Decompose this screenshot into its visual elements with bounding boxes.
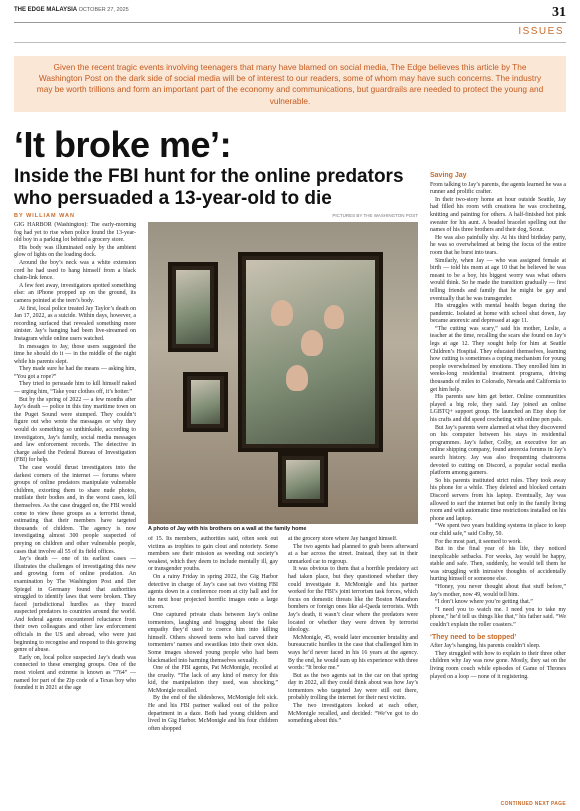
paragraph: On a rainy Friday in spring 2022, the Gig Harbor detective in charge of Jay’s case sat two visiting FBI agents down in a conference room at city hall and for the next hour projected horrific images onto a large screen.	[148, 573, 278, 611]
paragraph: The two agents had planned to grab beers afterward at a bar across the street. Instead, they sat in their unmarked car to regroup.	[288, 543, 418, 565]
byline-author: BY WILLIAM WAN	[14, 213, 75, 219]
paragraph: But Jay’s parents were alarmed at what they discovered on his computer between his stays in residential programmes. Jay’s father, Colby, an executive for an online shipping company, found anorexia forums in Jay’s search history. Jay was also frequenting chatrooms devoted to cutting on Discord, a popular social media platform among gamers.	[430, 424, 566, 477]
paragraph: After Jay’s hanging, his parents couldn’t sleep.	[430, 643, 541, 650]
paragraph: They made sure he had the means — asking him, “You got a rope?”	[14, 366, 136, 380]
section-divider	[14, 42, 566, 43]
paragraph: “We spent two years building systems in place to keep our child safe,” said Colby, 50.	[430, 523, 566, 537]
paragraph: McMonigle, 45, would later encounter brutality and bureaucratic hurdles in the case that challenged him in ways he’d never faced in his 16 years at the agency. By the end, he would sum up his experience with three words: “It broke me.”	[288, 634, 418, 672]
page-number: 31	[552, 5, 566, 20]
article-column-4	[430, 171, 566, 798]
paragraph: Similarly, when Jay — who was assigned female at birth — told his mom at age 10 that he believed he was meant to be a boy, his biggest worry was what others would think. So he made the transition gradually — first telling friends and family that he might be gay and eventually that he was transgender.	[430, 257, 566, 302]
continued-label: CONTINUED NEXT PAGE	[500, 801, 566, 807]
article-column-1	[14, 222, 136, 800]
section-label: ISSUES	[518, 26, 564, 37]
article-photo	[148, 222, 418, 524]
paragraph: at the grocery store where Jay hanged himself.	[288, 536, 398, 542]
byline	[14, 213, 75, 219]
subheading-stopped: ‘They need to be stopped’	[430, 633, 517, 641]
paragraph: At first, local police treated Jay Taylor’s death on Jan 17, 2022, as a suicide. Within days, however, a recording surfaced that revealed something more sinister. Jay’s hanging had been live-streamed on Instagram while online users watched.	[14, 305, 136, 342]
photo-frame-small	[183, 372, 228, 432]
photo-credit: PICTURES BY THE WASHINGTON POST	[332, 213, 418, 218]
masthead	[14, 7, 566, 21]
paragraph: One captured private chats between Jay’s online tormentors, laughing and bragging about the fake empathy they’d used to coerce him into killing himself. Others showed teens who had carved their tormenters’ names and swastikas into their own skin. Some images showed young people who had been blackmailed into harming themselves sexually.	[148, 611, 278, 664]
paragraph: “I need you to watch me. I need you to take my phone,” he’d tell us things like that,” his father said. “We couldn’t explain the roller coasters.”	[430, 606, 566, 629]
top-divider	[14, 22, 566, 23]
paragraph: In messages to Jay, those users suggested the time he should do it — in the middle of the night while his parents slept.	[14, 343, 136, 365]
paragraph: “Honey, you never thought about that stuff before,” Jay’s mother, now 49, would tell him.	[430, 584, 566, 598]
subheadline: Inside the FBI hunt for the online predators who persuaded a 13-year-old to die	[14, 166, 404, 209]
paragraph: Early on, local police suspected Jay’s death was connected to these emerging groups. One of the most violent and extreme is known as “764” — named for part of the Zip code of a Texas boy who founded it in 2021 at the age	[14, 654, 136, 692]
article-column-2	[148, 536, 278, 798]
paragraph: They struggled with how to explain to their three other children why Jay was now gone. Mostly, they sat on the living room couch while episodes of Game of Thrones played on a loop — none of it registering.	[430, 650, 566, 680]
paragraph: But as the two agents sat in the car on that spring day in 2022, all they could think about was how Jay’s tormentors who targeted Jay were still out there, probably trolling the internet for their next victim.	[288, 672, 418, 702]
paragraph: By the end of the slideshows, McMonigle felt sick. He and his FBI partner walked out of the police department in a daze. Both had young children and lived in Gig Harbor. McMonigle and his four children often shopped	[148, 695, 278, 732]
paragraph: Jay’s death — one of its earliest cases — illustrates the challenges of investigating this new and growing form of online predation. An examination by The Washington Post and Der Spiegel in Germany found that authorities struggled to identify laws that were broken. They faced jurisdictional hurdles as they traced suspected predators to countries around the world. And federal agents encountered reluctance from their own colleagues and other law enforcement officials in the US and abroad, who were just beginning to recognise and respond to this growing genre of abuse.	[14, 556, 136, 654]
paragraph: His parents saw him get better. Online communities played a big role, they said. Jay joined an online LGBTQ+ support group. He launched an Etsy shop for his crafts and did speed crocheting with online pen pals.	[430, 394, 566, 423]
paragraph: They tried to persuade him to kill himself naked — urging him, “Take your clothes off, it’s hotter.”	[14, 381, 136, 396]
publication-name: THE EDGE MALAYSIA	[14, 7, 78, 13]
issue-date: OCTOBER 27, 2025	[78, 7, 129, 13]
paragraph: of 15. Its members, authorities said, often seek out victims as trophies to gain clout and notoriety. Some members see their mission as weeding out society’s weakest, which they deem to include mentally ill, gay or transgender youths.	[148, 536, 278, 573]
paragraph: One of the FBI agents, Pat McMonigle, recoiled at the cruelty. “The lack of any kind of mercy for this kid, the manipulation they used, was shocking,” McMonigle recalled.	[148, 665, 278, 694]
paragraph: But in the final year of his life, they noticed inexplicable setbacks. For weeks, Jay would be happy, stable and safe. Then, suddenly, he would tell them he was struggling with intrusive thoughts of accidentally hurting himself or someone else.	[430, 546, 566, 583]
photo-frame-bottom	[278, 452, 328, 507]
intro-blurb: Given the recent tragic events involving teenagers that many have blamed on social media, The Edge believes this article by The Washington Post on the dark side of social media will be of interest to our readers, some of whom may have such concerns. The industry may be worth trillions and form an important part of the economy and communications, but guardrails are needed to protect the young and vulnerable.	[14, 56, 566, 112]
paragraph: It was obvious to them that a horrible predatory act had taken place, but they questioned whether they could investigate it. McMonigle and his partner worked for the FBI’s joint terrorism task forces, which focus on domestic threats like the Boston Marathon bombers or foreign ones like al-Qaeda terrorists. With Jay’s death, it wasn’t clear where the predators were located or whether they were driven by terrorist ideology.	[288, 566, 418, 634]
subheading-saving-jay: Saving Jay	[430, 172, 467, 179]
paragraph: Around the boy’s neck was a white extension cord he had used to hang himself from a black chain-link fence.	[14, 259, 136, 282]
paragraph: “I don’t know where you’re getting that.”	[435, 599, 533, 606]
paragraph: For the most part, it seemed to work.	[435, 538, 522, 545]
headline: ‘It broke me’:	[14, 124, 232, 165]
paragraph: GIG HARBOR (Washington): The early-morning fog had yet to rise when police found the 13-year-old boy in a parking lot behind a grocery store.	[14, 222, 136, 244]
paragraph: A few feet away, investigators spotted something else: an iPhone propped up on the ground, its camera pointed at the teen’s body.	[14, 282, 136, 304]
paragraph: The two investigators looked at each other, McMonigle recalled, and decided: “We’ve got to do something about this.”	[288, 703, 418, 725]
paragraph: From talking to Jay’s parents, the agents learned he was a runner and prolific crafter.	[430, 181, 566, 196]
photo-caption: A photo of Jay with his brothers on a wall at the family home	[148, 526, 307, 532]
photo-frame-main	[238, 252, 383, 452]
paragraph: “The cutting was scary,” said his mother, Leslie, a teacher at the time, recalling the scars she found on Jay’s legs at age 12. They sought help for him at Seattle Children’s Hospital. They educated themselves, learning how cutting is sometimes a coping mechanism for young people overwhelmed by emotions. They enrolled him in weeks-long residential treatment programs, driving thousands of miles to Colorado, Nevada and California to get him help.	[430, 325, 566, 393]
paragraph: The case would thrust investigators into the darkest corners of the internet — forums where groups of online predators manipulate vulnerable children, extorting them to share nude photos, mutilate their bodies and, in the worst cases, kill themselves. As the case dragged on, the FBI would come to view these groups as a terrorist threat, estimating that their members have targeted thousands of children. The agency is now investigating almost 300 people suspected of preying on children and other vulnerable people, cases that involve all 55 of its field offices.	[14, 465, 136, 555]
paragraph: He was also painfully shy. At his third birthday party, he was so overwhelmed at being the focus of the entire room that he burst into tears.	[430, 234, 566, 256]
paragraph: His body was illuminated only by the ambient glow of lights on the loading dock.	[14, 244, 136, 259]
article-column-3	[288, 536, 418, 798]
paragraph: But by the spring of 2022 — a few months after Jay’s death — police in this tiny maritime town on the Puget Sound were stumped. They couldn’t figure out who wrote the messages or why they would do something so unthinkable, according to investigators, Jay’s family, social media messages and law enforcement records. The detective in charge asked the Federal Bureau of Investigation (FBI) for help.	[14, 396, 136, 464]
paragraph: So his parents instituted strict rules. They took away his phone for a while. They deleted and blocked certain Discord servers from his laptop. Eventually, Jay was allowed to surf the internet but only in the family living room and with automatic time restrictions installed on his phone and laptop.	[430, 477, 566, 522]
photo-frame	[168, 262, 218, 352]
paragraph: His struggles with mental health began during the pandemic. Isolated at home with school shut down, Jay became anorexic and depressed at age 11.	[430, 303, 566, 325]
paragraph: In their two-story home an hour outside Seattle, Jay had filled his room with creations he was crocheting, knitting and painting for others. A half-finished hot pink sweater for his aunt. A beaded bracelet spelling out the names of his three brothers and their dog, Scout.	[430, 196, 566, 234]
